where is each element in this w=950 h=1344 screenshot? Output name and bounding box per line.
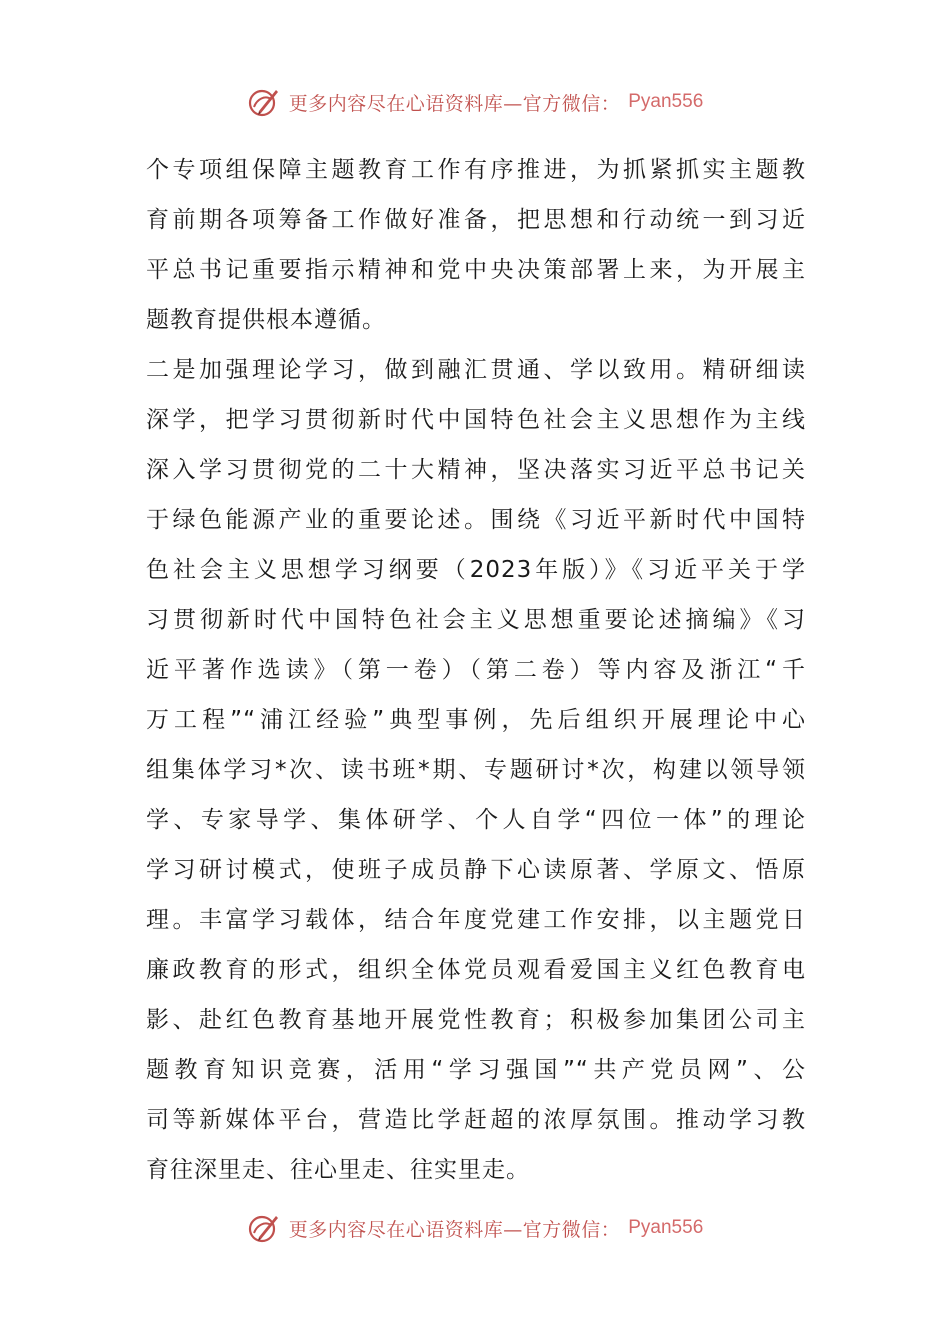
footer-banner-wechat-handle: Pyan556 — [628, 1217, 704, 1238]
pen-swirl-logo-icon — [247, 1211, 281, 1245]
header-banner — [0, 80, 950, 124]
text-line: 近平著作选读》（第一卷）（第二卷）等内容及浙江“千 — [146, 657, 806, 683]
document-body — [146, 145, 806, 1195]
text-line: 色社会主义思想学习纲要（2023年版）》《习近平关于学 — [146, 557, 806, 583]
text-line: 题教育知识竞赛，活用“学习强国”“共产党员网”、公 — [146, 1057, 806, 1083]
text-line: 学、专家导学、集体研学、个人自学“四位一体”的理论 — [146, 807, 806, 833]
text-line: 廉政教育的形式，组织全体党员观看爱国主义红色教育电 — [146, 957, 806, 983]
text-line: 二是加强理论学习，做到融汇贯通、学以致用。精研细读 — [146, 357, 806, 383]
text-line: 司等新媒体平台，营造比学赶超的浓厚氛围。推动学习教 — [146, 1107, 806, 1133]
header-banner-text: 更多内容尽在心语资料库—官方微信： — [288, 92, 621, 115]
text-line: 育前期各项筹备工作做好准备，把思想和行动统一到习近 — [146, 207, 806, 233]
text-line: 习贯彻新时代中国特色社会主义思想重要论述摘编》《习 — [146, 607, 806, 633]
text-line: 平总书记重要指示精神和党中央决策部署上来，为开展主 — [146, 257, 806, 283]
header-banner-wechat-handle: Pyan556 — [628, 91, 704, 112]
text-line: 题教育提供根本遵循。 — [146, 307, 386, 333]
text-line: 理。丰富学习载体，结合年度党建工作安排，以主题党日 — [146, 907, 806, 933]
text-line: 影、赴红色教育基地开展党性教育；积极参加集团公司主 — [146, 1007, 806, 1033]
text-line: 万工程”“浦江经验”典型事例，先后组织开展理论中心 — [146, 707, 806, 733]
text-line: 深入学习贯彻党的二十大精神，坚决落实习近平总书记关 — [146, 457, 806, 483]
text-line: 于绿色能源产业的重要论述。围绕《习近平新时代中国特 — [146, 507, 806, 533]
text-line: 深学，把学习贯彻新时代中国特色社会主义思想作为主线 — [146, 407, 806, 433]
text-line: 育往深里走、往心里走、往实里走。 — [146, 1157, 530, 1183]
text-line: 学习研讨模式，使班子成员静下心读原著、学原文、悟原 — [146, 857, 806, 883]
footer-banner-text: 更多内容尽在心语资料库—官方微信： — [288, 1218, 621, 1241]
text-line: 个专项组保障主题教育工作有序推进，为抓紧抓实主题教 — [146, 157, 806, 183]
text-line: 组集体学习*次、读书班*期、专题研讨*次，构建以领导领 — [146, 757, 806, 783]
footer-banner — [0, 1206, 950, 1250]
pen-swirl-logo-icon — [247, 85, 281, 119]
